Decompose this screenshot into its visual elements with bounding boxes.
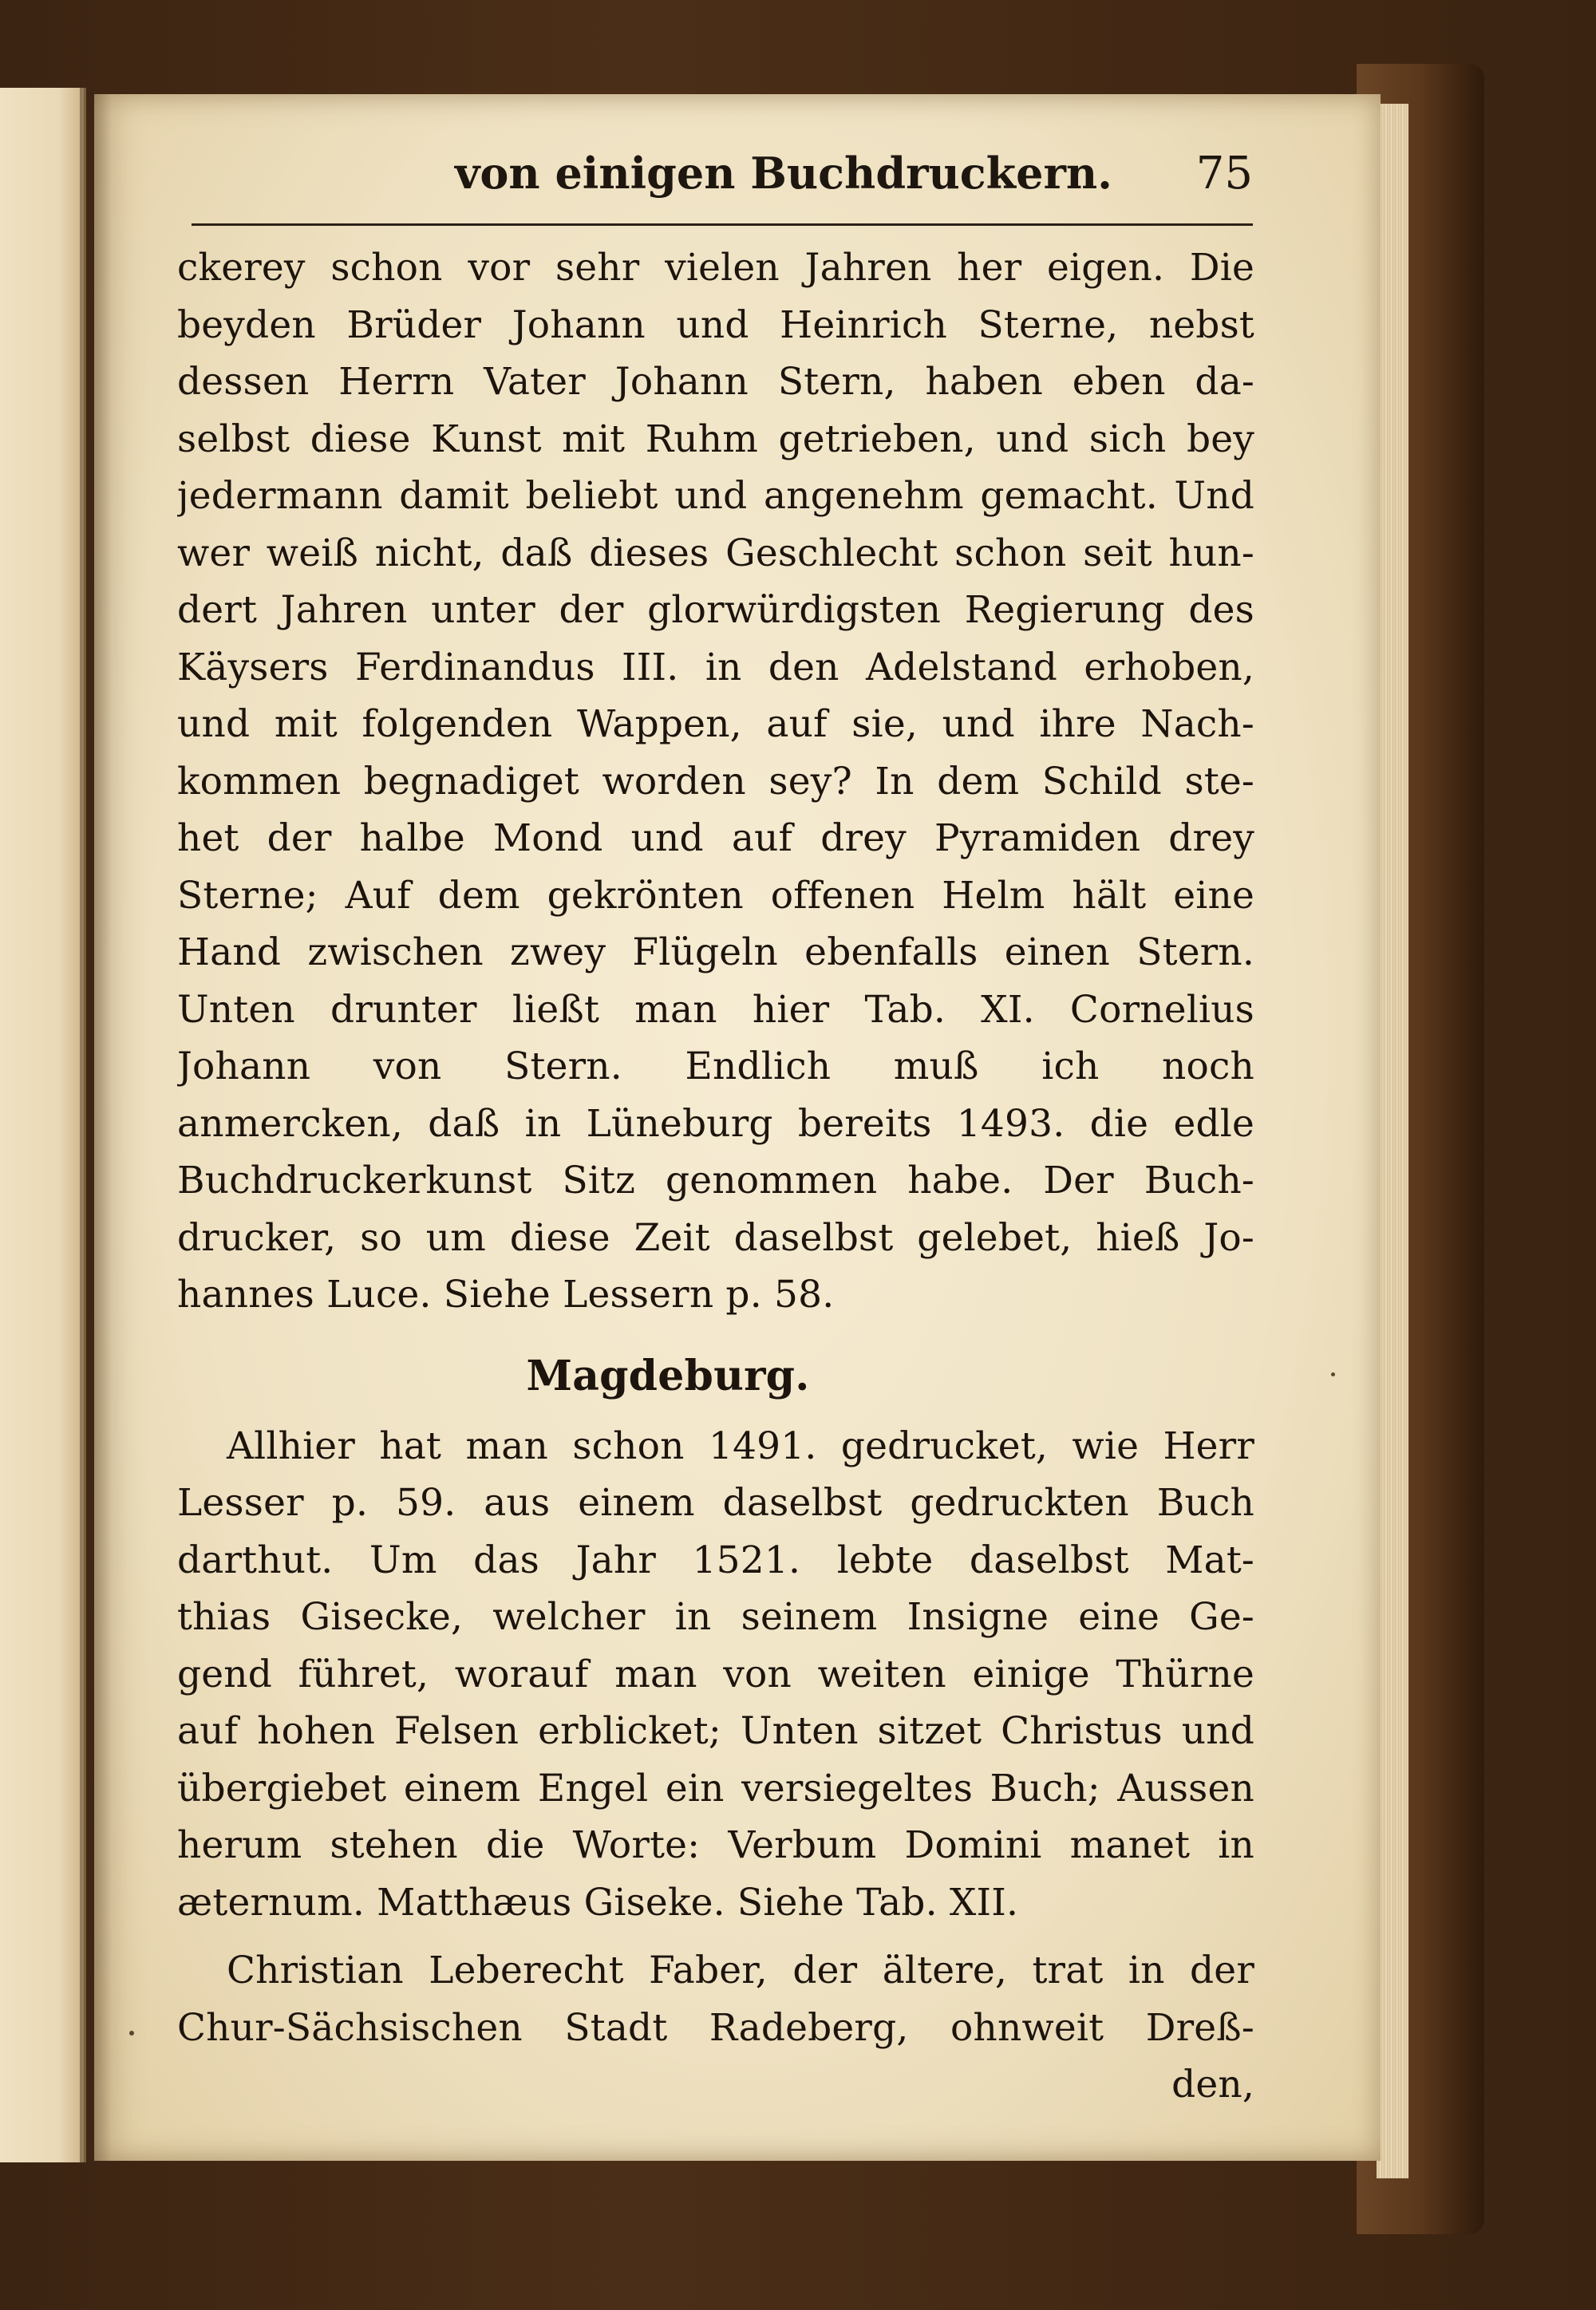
running-head	[192, 148, 1253, 219]
page-number: 75	[1195, 148, 1253, 199]
text-line: wer weiß nicht, daß dieses Geschlecht schon seit hun-	[177, 531, 1254, 575]
text-line: æternum. Matthæus Giseke. Siehe Tab. XII.	[177, 1880, 1019, 1925]
section-heading: Magdeburg.	[526, 1351, 810, 1400]
text-line: jedermann damit beliebt und angenehm gemacht. Und	[177, 474, 1254, 518]
text-line: darthut. Um das Jahr 1521. lebte daselbst Mat-	[177, 1538, 1254, 1582]
text-line: Chur-Sächsischen Stadt Radeberg, ohnweit Dreß-	[177, 2005, 1254, 2050]
gutter-shadow	[80, 88, 112, 2170]
catchword: den,	[1171, 2063, 1254, 2107]
text-line: Hand zwischen zwey Flügeln ebenfalls einen Stern.	[177, 930, 1254, 974]
header-rule	[192, 223, 1253, 226]
body-text	[177, 239, 1254, 2114]
text-line: und mit folgenden Wappen, auf sie, und ihre Nach-	[177, 702, 1254, 746]
text-line: selbst diese Kunst mit Ruhm getrieben, und sich bey	[177, 417, 1254, 461]
text-line: Lesser p. 59. aus einem daselbst gedruckten Buch	[177, 1481, 1254, 1525]
text-line: auf hohen Felsen erblicket; Unten sitzet Christus und	[177, 1709, 1254, 1753]
text-line: het der halbe Mond und auf drey Pyramiden drey	[177, 816, 1254, 860]
page-block-edges	[1377, 104, 1408, 2178]
text-line: dert Jahren unter der glorwürdigsten Regierung des	[177, 588, 1254, 632]
text-line: Sterne; Auf dem gekrönten offenen Helm hält eine	[177, 873, 1254, 918]
text-line: hannes Luce. Siehe Lessern p. 58.	[177, 1273, 835, 1317]
text-line: Allhier hat man schon 1491. gedrucket, wie Herr	[227, 1424, 1254, 1468]
text-line: Käysers Ferdinandus III. in den Adelstand erhoben,	[177, 645, 1254, 689]
paragraph-gap	[177, 1931, 1254, 1942]
text-line: ckerey schon vor sehr vielen Jahren her eigen. Die	[177, 246, 1254, 290]
text-line: dessen Herrn Vater Johann Stern, haben eben da-	[177, 360, 1254, 404]
text-line: Christian Leberecht Faber, der ältere, trat in der	[227, 1949, 1254, 1992]
text-line: beyden Brüder Johann und Heinrich Sterne, nebst	[177, 302, 1254, 347]
previous-page-edge	[0, 88, 86, 2162]
paper-speck	[1331, 1372, 1335, 1376]
text-line: übergiebet einem Engel ein versiegeltes Buch; Aussen	[177, 1766, 1254, 1810]
text-line: herum stehen die Worte: Verbum Domini manet in	[177, 1823, 1254, 1867]
text-line: Unten drunter ließt man hier Tab. XI. Cornelius	[177, 987, 1254, 1032]
text-line: thias Gisecke, welcher in seinem Insigne eine Ge-	[177, 1595, 1254, 1639]
text-line: Buchdruckerkunst Sitz genommen habe. Der Buch-	[177, 1159, 1254, 1202]
paper-speck	[129, 2031, 134, 2036]
text-line: gend führet, worauf man von weiten einige Thürne	[177, 1652, 1254, 1696]
running-head-title: von einigen Buchdruckern.	[455, 148, 1112, 199]
text-line: Johann von Stern. Endlich muß ich noch	[177, 1044, 1254, 1088]
text-line: anmercken, daß in Lüneburg bereits 1493. die edle	[177, 1101, 1254, 1146]
text-line: kommen begnadiget worden sey? In dem Schild ste-	[177, 759, 1254, 804]
text-line: drucker, so um diese Zeit daselbst gelebet, hieß Jo-	[177, 1215, 1254, 1260]
